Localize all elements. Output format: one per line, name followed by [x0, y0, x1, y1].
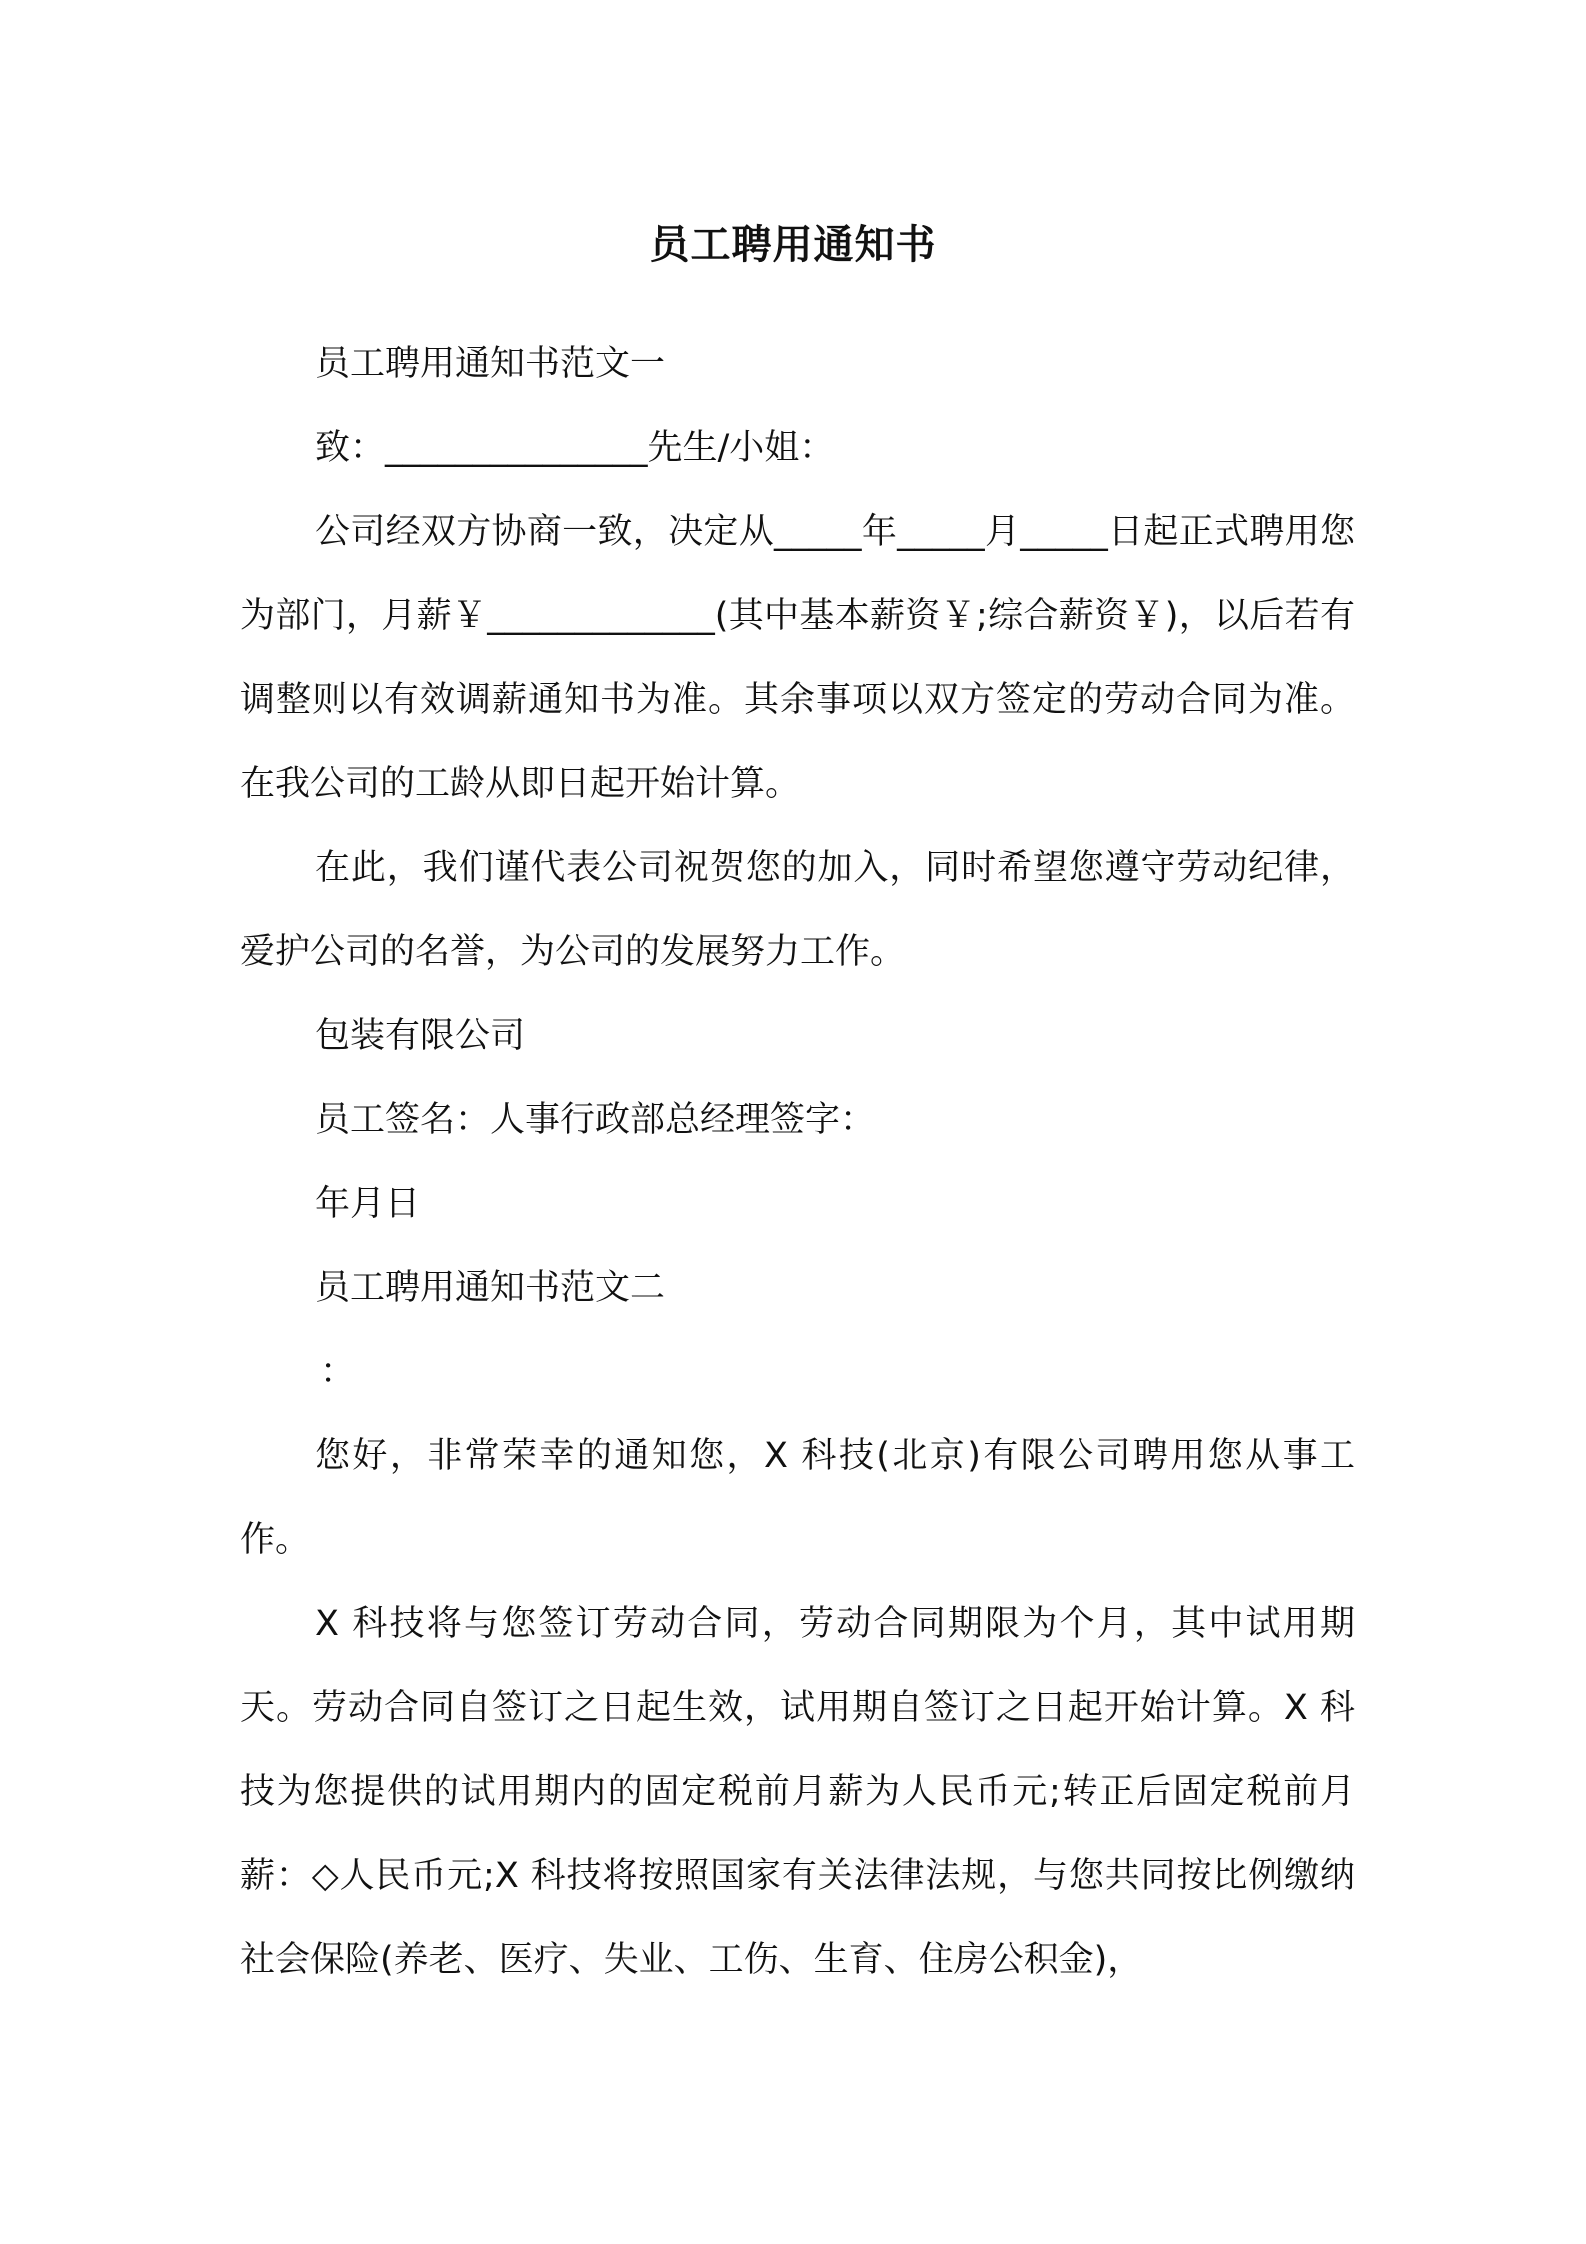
body-paragraph: 在此，我们谨代表公司祝贺您的加入，同时希望您遵守劳动纪律，爱护公司的名誉，为公司的发展努力工作。	[240, 848, 1355, 972]
company-name: 包装有限公司	[315, 1016, 526, 1056]
body-paragraph: X 科技将与您签订劳动合同，劳动合同期限为个月，其中试用期天。劳动合同自签订之日起生效，试用期自签订之日起开始计算。X 科技为您提供的试用期内的固定税前月薪为人民币元;转正后固定税前月薪：◇人民币元;X 科技将按照国家有关法律法规，与您共同按比例缴纳社会保险(养老、医疗、失业、工伤、生育、住房公积金)，	[240, 1604, 1355, 1980]
section-heading-one: 员工聘用通知书范文一	[315, 344, 666, 384]
signature-line: 员工签名：人事行政部总经理签字：	[315, 1100, 876, 1140]
document-title: 员工聘用通知书	[649, 222, 937, 268]
body-paragraph: 公司经双方协商一致，决定从_____年_____月_____日起正式聘用您为部门，月薪￥_____________(其中基本薪资￥;综合薪资￥)，以后若有调整则以有效调薪通知书为准。其余事项以双方签定的劳动合同为准。在我公司的工龄从即日起开始计算。	[240, 512, 1355, 804]
recipient-line: ：	[320, 1352, 356, 1392]
document-body	[240, 322, 1355, 2002]
date-line: 年月日	[315, 1184, 421, 1224]
body-paragraph: 您好，非常荣幸的通知您，X 科技(北京)有限公司聘用您从事工作。	[240, 1436, 1355, 1560]
section-heading-two: 员工聘用通知书范文二	[315, 1268, 666, 1308]
salutation-line: 致：_______________先生/小姐：	[315, 428, 835, 468]
